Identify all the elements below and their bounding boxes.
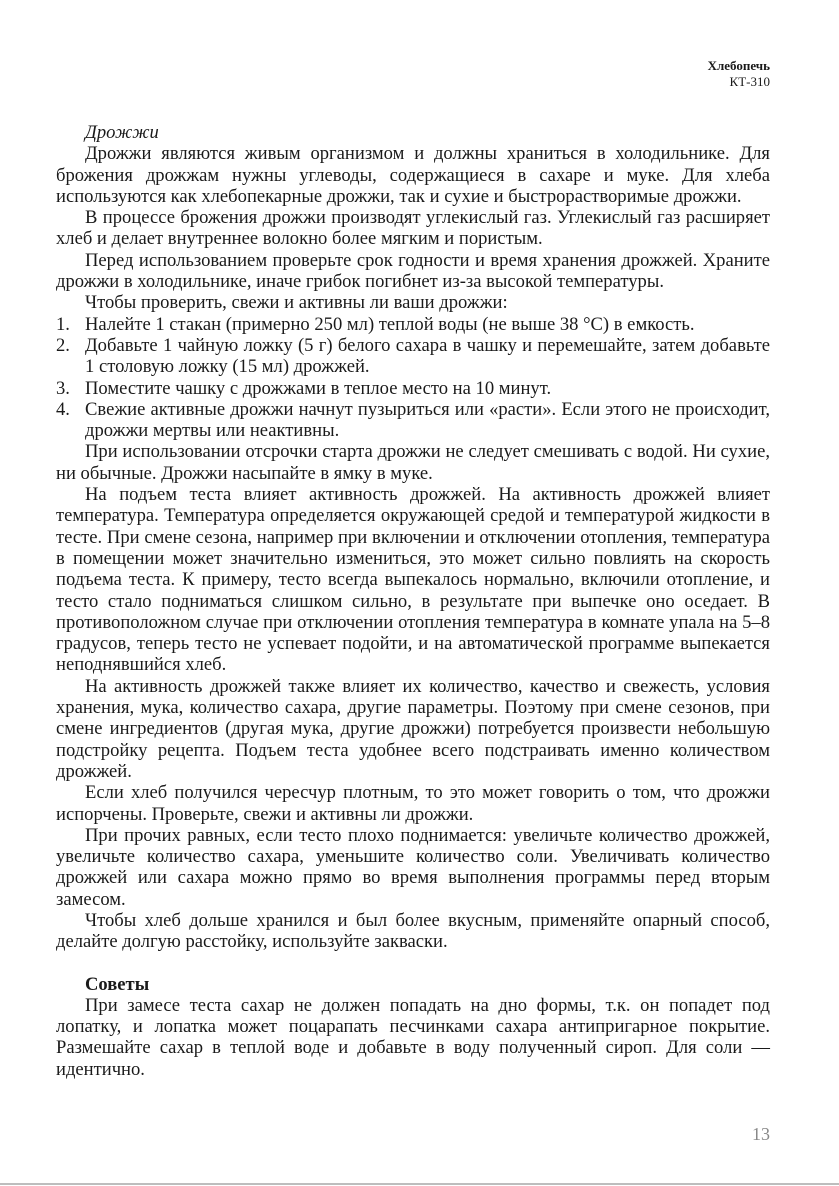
paragraph: Чтобы проверить, свежи и активны ли ваши дрожжи: xyxy=(85,292,508,314)
paragraph: Перед использованием проверьте срок годности и время хранения дрожжей. Храните дрожжи в холодильнике, иначе грибок погибнет из-за высокой температуры. xyxy=(56,249,770,293)
list-number: 3. xyxy=(56,377,70,399)
paragraph: На подъем теста влияет активность дрожжей. На активность дрожжей влияет температура. Температура определяется окружающей средой и температурой жидкости в тесте. При смене сезона, например при включении и отключении отопления, температура в помещении может значительно измениться, это может сильно повлиять на скорость подъема теста. К примеру, тесто всегда выпекалось нормально, включили отопление, и тесто стало подниматься слишком сильно, в результате при выпечке оно оседает. В противоположном случае при отключении отопления температура в комнате упала на 5–8 градусов, теперь тесто не успевает подойти, и на автоматической программе выпекается неподнявшийся хлеб. xyxy=(56,484,770,676)
paragraph: Если хлеб получился чересчур плотным, то это может говорить о том, что дрожжи испорчены. Проверьте, свежи и активны ли дрожжи. xyxy=(56,782,770,825)
header-title: Хлебопечь xyxy=(707,58,770,73)
list-number: 4. xyxy=(56,398,70,420)
list-item xyxy=(56,399,770,442)
page-number: 13 xyxy=(752,1124,770,1144)
header-model: КТ-310 xyxy=(729,74,770,89)
list-text: Свежие активные дрожжи начнут пузыриться или «расти». Если этого не происходит, дрожжи мертвы или неактивны. xyxy=(85,398,770,442)
page-edge-divider xyxy=(0,1183,839,1185)
paragraph: При прочих равных, если тесто плохо поднимается: увеличьте количество дрожжей, увеличьте количество сахара, уменьшите количество соли. Увеличивать количество дрожжей или сахара можно прямо во время выполнения программы перед вторым замесом. xyxy=(56,824,770,910)
list-item xyxy=(56,378,770,399)
list-text: Добавьте 1 чайную ложку (5 г) белого сахара в чашку и перемешайте, затем добавьте 1 столовую ложку (15 мл) дрожжей. xyxy=(85,334,770,378)
list-text: Налейте 1 стакан (примерно 250 мл) теплой воды (не выше 38 °C) в емкость. xyxy=(85,313,695,335)
section-heading-yeast: Дрожжи xyxy=(85,122,159,143)
list-number: 1. xyxy=(56,313,70,335)
section-heading-tips: Советы xyxy=(85,973,150,995)
paragraph: Чтобы хлеб дольше хранился и был более вкусным, применяйте опарный способ, делайте долгую расстойку, используйте закваски. xyxy=(56,909,770,953)
list-number: 2. xyxy=(56,334,70,356)
paragraph: Дрожжи являются живым организмом и должны храниться в холодильнике. Для брожения дрожжам нужны углеводы, содержащиеся в сахаре и муке. Для хлеба используются как хлебопекарные дрожжи, так и сухие и быстрорастворимые дрожжи. xyxy=(56,143,770,207)
paragraph: В процессе брожения дрожжи производят углекислый газ. Углекислый газ расширяет хлеб и делает внутреннее волокно более мягким и пористым. xyxy=(56,207,770,250)
page-header xyxy=(708,58,770,90)
paragraph: На активность дрожжей также влияет их количество, качество и свежесть, условия хранения, мука, количество сахара, другие параметры. Поэтому при смене сезонов, при смене ингредиентов (другая мука, другие дрожжи) потребуется произвести небольшую подстройку рецепта. Подъем теста удобнее всего подстраивать именно количеством дрожжей. xyxy=(56,675,770,782)
paragraph: При использовании отсрочки старта дрожжи не следует смешивать с водой. Ни сухие, ни обычные. Дрожжи насыпайте в ямку в муке. xyxy=(56,441,770,484)
list-item xyxy=(56,314,770,335)
paragraph: При замесе теста сахар не должен попадать на дно формы, т.к. он попадет под лопатку, и лопатка может поцарапать песчинками сахара антипригарное покрытие. Размешайте сахар в теплой воде и добавьте в воду полученный сироп. Для соли — идентично. xyxy=(56,994,770,1080)
list-item xyxy=(56,335,770,378)
list-text: Поместите чашку с дрожжами в теплое место на 10 минут. xyxy=(85,377,552,399)
yeast-check-list xyxy=(56,314,770,442)
main-text xyxy=(56,122,770,1080)
